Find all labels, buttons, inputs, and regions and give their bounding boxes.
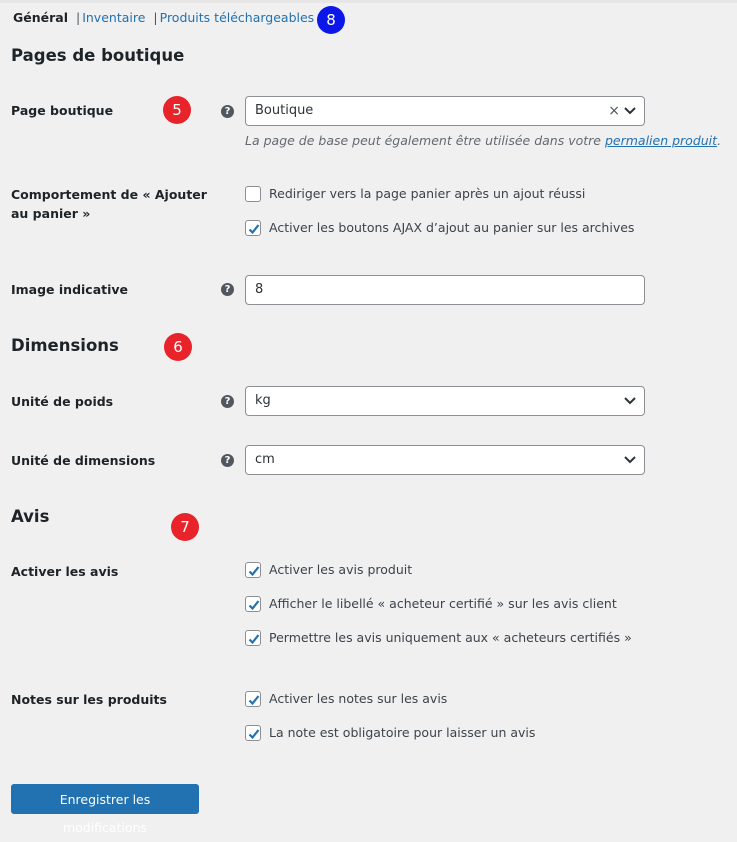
checkmark-icon (247, 598, 261, 612)
subnav-current-general: Général (13, 10, 68, 25)
shop-page-select-value: Boutique (255, 103, 314, 118)
annotation-badge-5: 5 (163, 96, 191, 124)
placeholder-image-value: 8 (255, 282, 264, 297)
checkmark-icon (247, 727, 261, 741)
rating-required-option[interactable] (245, 725, 535, 741)
checkmark-icon (247, 693, 261, 707)
subnav-separator: | (153, 10, 158, 25)
shop-page-description (245, 133, 721, 148)
product-ratings-label: Notes sur les produits (11, 692, 167, 707)
section-title-shop-pages: Pages de boutique (11, 46, 185, 65)
add-to-cart-label: Comportement de « Ajouter au panier » (11, 187, 207, 221)
verified-owner-label-text: Afficher le libellé « acheteur certifié » sur les avis client (269, 596, 617, 611)
dimension-unit-value: cm (255, 452, 275, 467)
enable-product-reviews-option[interactable] (245, 562, 412, 578)
ajax-add-to-cart-checkbox[interactable] (245, 220, 261, 236)
subnav-link-downloadable[interactable]: Produits téléchargeables (159, 10, 315, 25)
verified-owners-only-option[interactable] (245, 630, 632, 646)
section-title-dimensions: Dimensions (11, 336, 119, 355)
rating-required-label: La note est obligatoire pour laisser un avis (269, 725, 536, 740)
shop-page-select[interactable] (245, 96, 645, 126)
verified-owners-only-checkbox[interactable] (245, 630, 261, 646)
annotation-badge-7: 7 (171, 513, 199, 541)
clear-icon[interactable]: × (608, 103, 620, 119)
redirect-to-cart-option[interactable] (245, 186, 585, 202)
subnav-separator: | (75, 10, 81, 25)
shop-page-label: Page boutique (11, 103, 114, 118)
ajax-add-to-cart-label: Activer les boutons AJAX d’ajout au panier sur les archives (269, 220, 635, 235)
product-permalink-link[interactable]: permalien produit (604, 133, 718, 148)
save-changes-button[interactable]: Enregistrer les modifications (11, 784, 199, 814)
redirect-to-cart-label: Rediriger vers la page panier après un ajout réussi (269, 186, 586, 201)
shop-page-description-suffix: . (717, 133, 722, 148)
redirect-to-cart-checkbox[interactable] (245, 186, 261, 202)
verified-owner-label-option[interactable] (245, 596, 617, 612)
help-icon[interactable]: ? (221, 283, 234, 296)
settings-subnav (13, 10, 314, 25)
section-title-reviews: Avis (11, 507, 50, 526)
shop-page-description-text: La page de base peut également être utilisée dans votre (245, 133, 601, 148)
help-icon[interactable]: ? (221, 105, 234, 118)
subnav-link-inventory[interactable]: Inventaire (82, 10, 146, 25)
enable-product-reviews-checkbox[interactable] (245, 562, 261, 578)
verified-owner-label-checkbox[interactable] (245, 596, 261, 612)
rating-required-checkbox[interactable] (245, 725, 261, 741)
placeholder-image-input[interactable] (245, 275, 645, 305)
weight-unit-select[interactable] (245, 386, 645, 416)
verified-owners-only-label: Permettre les avis uniquement aux « acheteurs certifiés » (269, 630, 632, 645)
checkmark-icon (247, 564, 261, 578)
ajax-add-to-cart-option[interactable] (245, 220, 634, 236)
enable-ratings-label: Activer les notes sur les avis (269, 691, 448, 706)
checkmark-icon (247, 222, 261, 236)
enable-ratings-option[interactable] (245, 691, 447, 707)
dimension-unit-select[interactable] (245, 445, 645, 475)
checkmark-icon (247, 632, 261, 646)
dimension-unit-label: Unité de dimensions (11, 453, 156, 468)
help-icon[interactable]: ? (221, 395, 234, 408)
chevron-down-icon (624, 396, 636, 406)
chevron-down-icon (624, 455, 636, 465)
placeholder-image-label: Image indicative (11, 282, 129, 297)
help-icon[interactable]: ? (221, 454, 234, 467)
annotation-badge-6: 6 (164, 333, 192, 361)
enable-reviews-label: Activer les avis (11, 564, 119, 579)
enable-ratings-checkbox[interactable] (245, 691, 261, 707)
enable-product-reviews-label: Activer les avis produit (269, 562, 413, 577)
top-border (0, 0, 737, 3)
chevron-down-icon (624, 106, 636, 116)
annotation-badge-8: 8 (317, 6, 345, 34)
weight-unit-value: kg (255, 393, 271, 408)
weight-unit-label: Unité de poids (11, 394, 114, 409)
